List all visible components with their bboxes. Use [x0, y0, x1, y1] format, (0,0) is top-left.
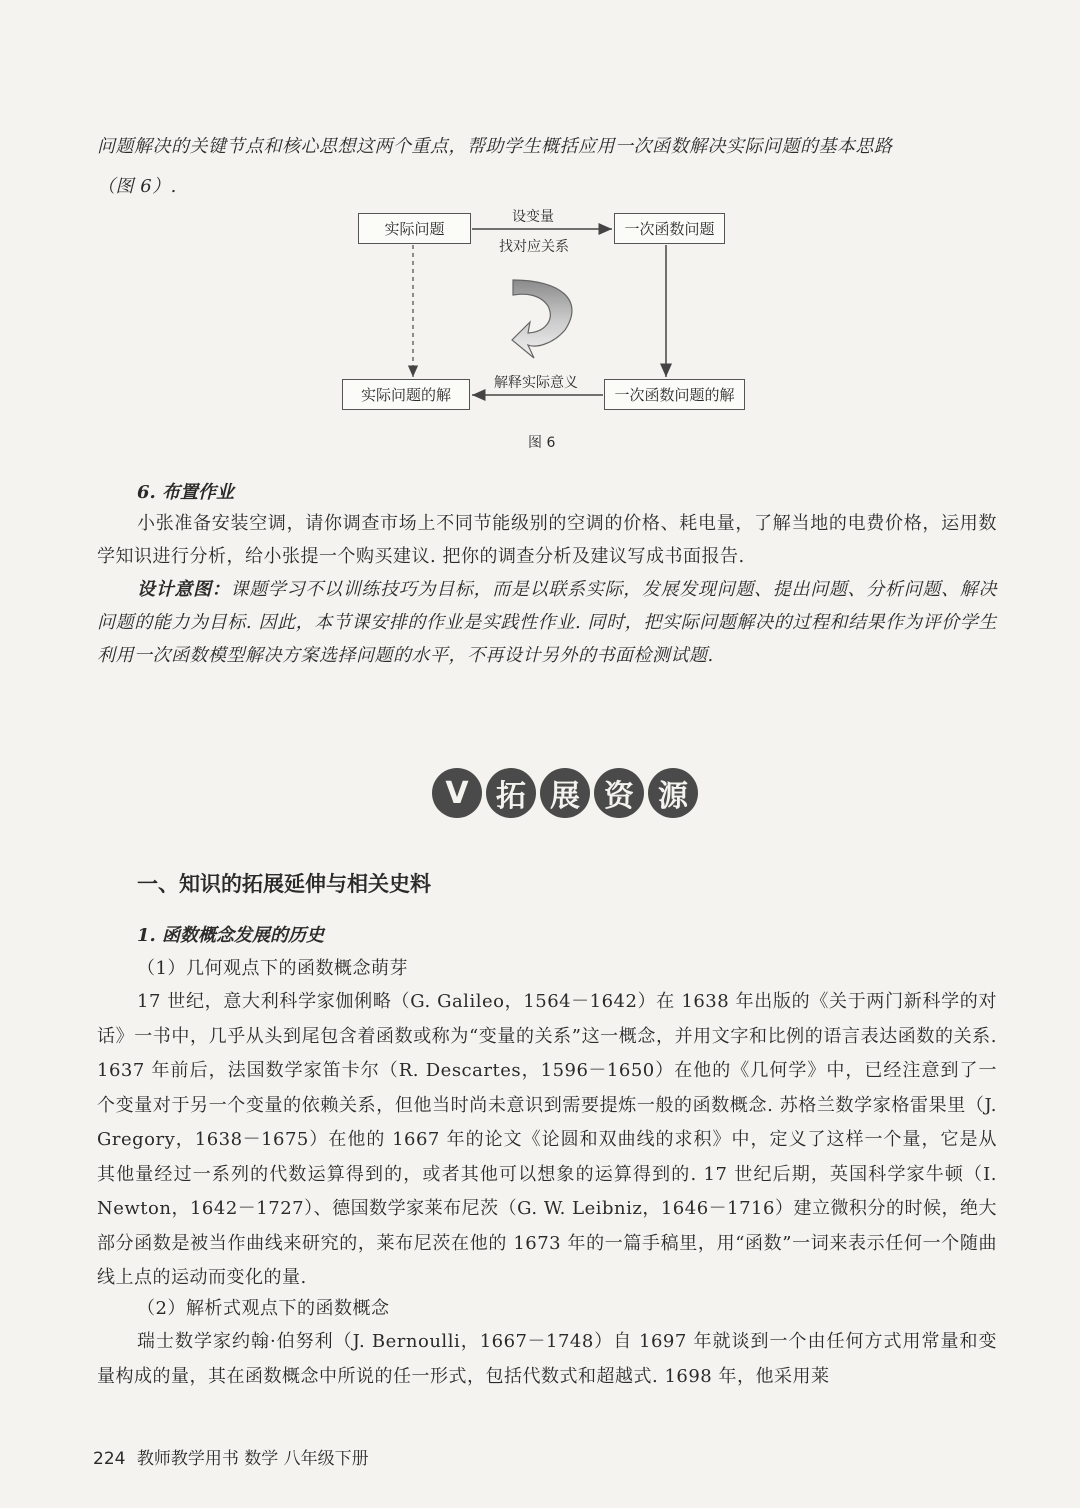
design-intent-label: 设计意图：: [137, 579, 231, 600]
banner-char-1: V: [432, 768, 482, 818]
box-linear-solution: 一次函数问题的解: [604, 379, 745, 410]
banner-char-5: 源: [648, 768, 698, 818]
section6-title: 6. 布置作业: [137, 482, 235, 503]
label-find-relation: 找对应关系: [499, 239, 569, 255]
section-one-sub1-2: （2）解析式观点下的函数概念: [137, 1298, 390, 1319]
book-title: 教师教学用书 数学 八年级下册: [136, 1449, 369, 1469]
label-interpret: 解释实际意义: [494, 375, 578, 391]
curved-cycle-arrow: [512, 280, 572, 358]
section-one-title: 一、知识的拓展延伸与相关史料: [137, 872, 431, 896]
design-intent-text: 课题学习不以训练技巧为目标，而是以联系实际，发展发现问题、提出问题、分析问题、解决问题的能力为目标. 因此，本节课安排的作业是实践性作业. 同时，把实际问题解决的过程和结果作为评价学生利用一次函数模型解决方案选择问题的水平，不再设计另外的书面检测试题.: [97, 579, 997, 666]
page-footer: [93, 1444, 369, 1469]
section-banner: [430, 768, 700, 818]
box-real-problem: 实际问题: [358, 213, 471, 244]
box-linear-problem: 一次函数问题: [614, 213, 725, 244]
page-number: 224: [93, 1449, 126, 1469]
section-one-sub1: 1. 函数概念发展的历史: [137, 925, 325, 946]
section6-paragraph: 小张准备安装空调，请你调查市场上不同节能级别的空调的价格、耗电量，了解当地的电费价格，运用数学知识进行分析，给小张提一个购买建议. 把你的调查分析及建议写成书面报告.: [97, 513, 997, 567]
label-set-variable: 设变量: [512, 209, 554, 225]
history-paragraph-2: 瑞士数学家约翰·伯努利（J. Bernoulli，1667－1748）自 1697 年就谈到一个由任何方式用常量和变量构成的量，其在函数概念中所说的任一形式，包括代数式和超越式. 1698 年，他采用莱: [97, 1331, 997, 1387]
banner-char-4: 资: [594, 768, 644, 818]
top-paragraph-line-2: （图 6）.: [97, 176, 177, 197]
history-paragraph-1: 17 世纪，意大利科学家伽俐略（G. Galileo，1564－1642）在 1638 年出版的《关于两门新科学的对话》一书中，几乎从头到尾包含着函数或称为“变量的关系”这一概念，并用文字和比例的语言表达函数的关系. 1637 年前后，法国数学家笛卡尔（R. Descartes，1596－1650）在他的《几何学》中，已经注意到了一个变量对于另一个变量的依赖关系，但他当时尚未意识到需要提炼一般的函数概念. 苏格兰数学家格雷果里（J. Gregory，1638－1675）在他的 1667 年的论文《论圆和双曲线的求积》中，定义了这样一个量，它是从其他量经过一系列的代数运算得到的，或者其他可以想象的运算得到的. 17 世纪后期，英国科学家牛顿（I. Newton，1642－1727）、德国数学家莱布尼茨（G. W. Leibniz，1646－1716）建立微积分的时候，绝大部分函数是被当作曲线来研究的，莱布尼茨在他的 1673 年的一篇手稿里，用“函数”一词来表示任何一个随曲线上点的运动而变化的量.: [97, 991, 997, 1288]
banner-char-3: 展: [540, 768, 590, 818]
top-paragraph-line-1: 问题解决的关键节点和核心思想这两个重点，帮助学生概括应用一次函数解决实际问题的基本思路: [97, 136, 893, 157]
section-one-sub1-1: （1）几何观点下的函数概念萌芽: [137, 958, 408, 979]
figure-caption: 图 6: [528, 435, 556, 451]
design-intent-paragraph: [97, 573, 997, 672]
banner-char-2: 拓: [486, 768, 536, 818]
box-real-solution: 实际问题的解: [342, 379, 470, 410]
diagram-arrows: [0, 0, 1080, 480]
